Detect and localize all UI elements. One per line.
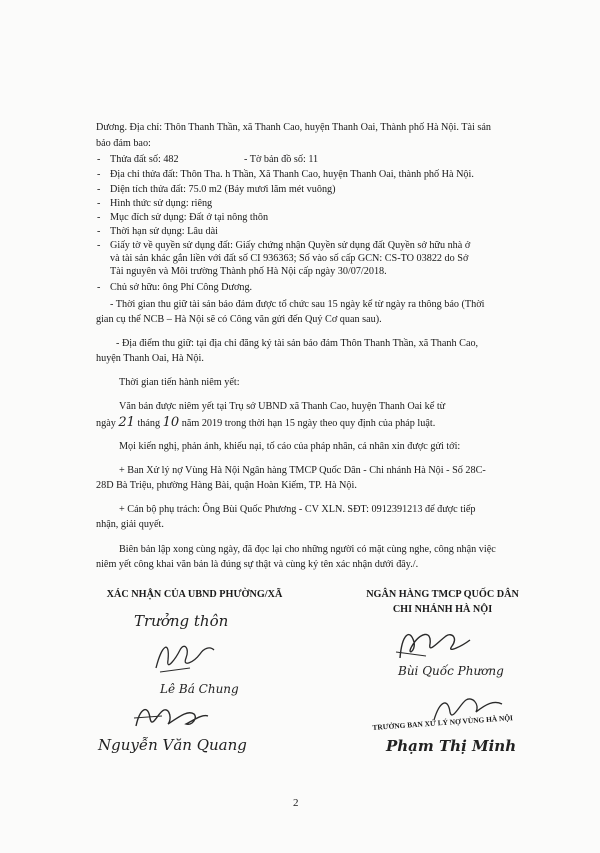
right-handwritten-name-1: Bùi Quốc Phương [398,664,504,678]
parcel-area: - Diện tích thửa đất: 75.0 m2 (Bảy mươi lăm mét vuông) [110,183,336,196]
map-sheet-number: - Tờ bản đồ số: 11 [244,154,319,165]
dept-line-1: + Ban Xử lý nợ Vùng Hà Nội Ngân hàng TMCP Quốc Dân - Chi nhánh Hà Nội - Số 28C- [119,465,486,476]
left-handwritten-name-2: Nguyễn Văn Quang [98,736,247,754]
feedback-intro: Mọi kiến nghị, phản ánh, khiếu nại, tố cáo của pháp nhân, cá nhân xin được gửi tới: [119,441,461,452]
use-term: - Thời hạn sử dụng: Lâu dài [110,225,218,238]
right-heading-2: CHI NHÁNH HÀ NỘI [392,604,493,615]
seizure-time-line-2: gian cụ thể NCB – Hà Nội sẽ có Công văn gửi đến Quý Cơ quan sau). [96,314,382,325]
seizure-time-line-1: - Thời gian thu giữ tài sản bảo đảm được tổ chức sau 15 ngày kể từ ngày ra thông báo (Thời [110,299,485,310]
page-number: 2 [293,797,299,809]
seizure-place-line-1: - Địa điểm thu giữ: tại địa chỉ đăng ký tài sản bảo đảm Thôn Thanh Thần, xã Thanh Cao, [116,338,479,349]
posting-time-label: Thời gian tiến hành niêm yết: [119,377,240,388]
parcel-address: - Địa chỉ thửa đất: Thôn Tha. h Thần, Xã Thanh Cao, huyện Thanh Oai, thành phố Hà Nội. [110,168,474,181]
owner: - Chủ sở hữu: ông Phí Công Dương. [110,281,252,294]
use-purpose: - Mục đích sử dụng: Đất ở tại nông thôn [110,211,268,224]
left-handwritten-name-1: Lê Bá Chung [160,682,239,696]
certificate-line-3: Tài nguyên và Môi trường Thành phố Hà Nội cấp ngày 30/07/2018. [110,266,387,277]
seizure-place-line-2: huyện Thanh Oai, Hà Nội. [96,353,204,364]
right-heading-1: NGÂN HÀNG TMCP QUỐC DÂN [366,589,519,600]
posting-rest: năm 2019 trong thời hạn 15 ngày theo quy định của pháp luật. [181,418,436,429]
certificate-line-1: - Giấy tờ về quyền sử dụng đất: Giấy chứng nhận Quyền sử dụng đất Quyền sở hữu nhà ở [110,239,470,252]
closing-line-1: Biên bản lập xong cùng ngày, đã đọc lại cho những người có mặt cùng nghe, công nhận việc [119,544,496,555]
parcel-number: - Thửa đất số: 482 [110,153,179,166]
stamp-title: TRƯỞNG BAN XỬ LÝ NỢ VÙNG HÀ NỘI [372,713,514,732]
officer-line-1: + Cán bộ phụ trách: Ông Bùi Quốc Phương - CV XLN. SĐT: 0912391213 để được tiếp [119,504,476,515]
right-signature-1 [392,622,482,666]
left-signature-1 [150,638,220,678]
officer-line-2: nhận, giải quyết. [96,519,164,530]
intro-line-1: Dương. Địa chỉ: Thôn Thanh Thần, xã Thanh Cao, huyện Thanh Oai, Thành phố Hà Nội. Tài sản [96,122,491,133]
posting-ngay: ngày [96,418,116,429]
posting-line-2 [96,416,435,430]
posting-thang: tháng [137,418,161,429]
certificate-line-2: và tài sản khác gắn liền với đất số CI 936363; Số vào số cấp GCN: CS-TO 03822 do Sở [110,253,469,264]
left-signature-2 [132,700,212,736]
dept-line-2: 28D Bà Triệu, phường Hàng Bài, quận Hoàn Kiếm, TP. Hà Nội. [96,480,357,491]
posting-month-handwritten: 10 [162,415,180,430]
right-handwritten-name-2: Phạm Thị Minh [386,737,517,755]
posting-line-1: Văn bản được niêm yết tại Trụ sở UBND xã Thanh Cao, huyện Thanh Oai kể từ [119,401,446,412]
left-heading: XÁC NHẬN CỦA UBND PHƯỜNG/XÃ [106,589,283,600]
left-handwritten-title: Trưởng thôn [134,612,229,630]
posting-day-handwritten: 21 [118,415,135,430]
intro-line-2: bảo đảm bao: [96,138,151,149]
use-form: - Hình thức sử dụng: riêng [110,197,212,210]
closing-line-2: niêm yết công khai văn bản là đúng sự thật và cùng ký tên xác nhận dưới đây./. [96,559,419,570]
